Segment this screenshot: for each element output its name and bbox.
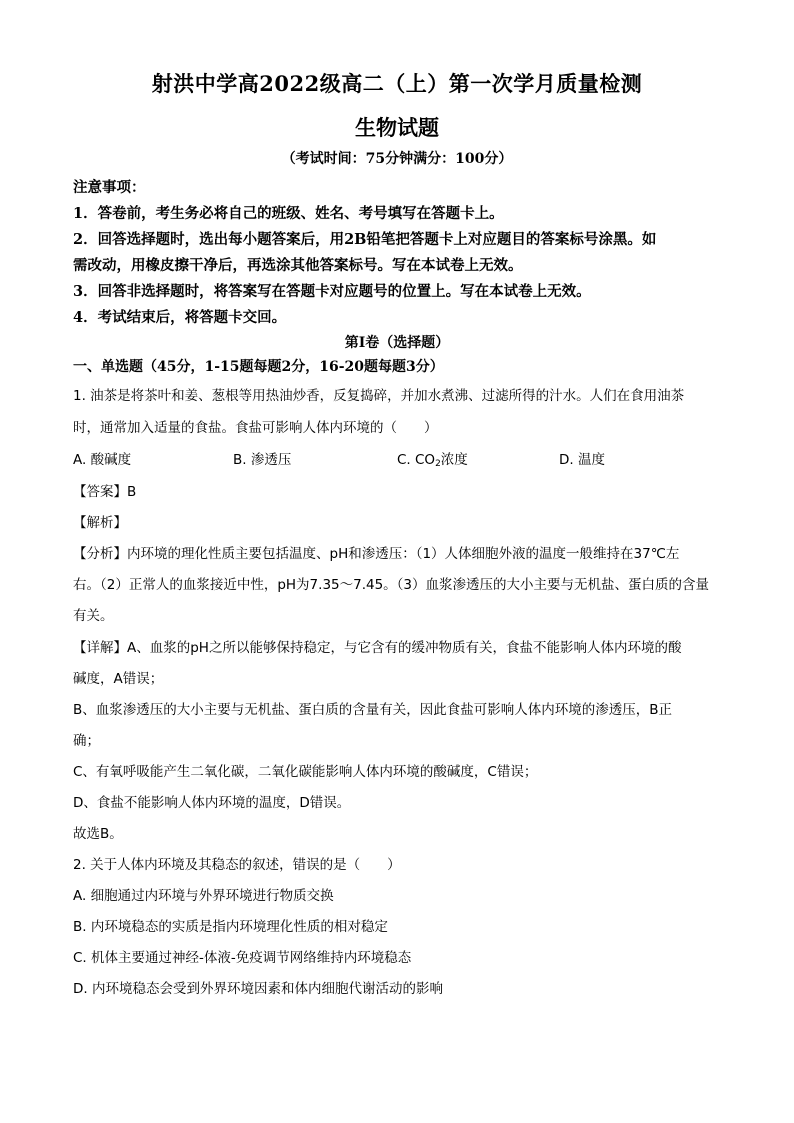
fenxi-text: 内环境的理化性质主要包括温度、pH和渗透压：（1）人体细胞外液的温度一般维持在37℃左 — [127, 546, 680, 562]
section-heading: 一、单选题（45分，1-15题每题2分，16-20题每题3分） — [73, 359, 444, 375]
subject-title: 生物试题 — [355, 115, 439, 140]
q1-option-c — [397, 448, 468, 469]
xiangjie-tag: 【详解】 — [73, 640, 127, 656]
answer-tag: 【答案】 — [73, 484, 127, 500]
notice-item: 3．回答非选择题时，将答案写在答题卡对应题号的位置上。写在本试卷上无效。 — [73, 283, 591, 300]
q1-stem-line: 时，通常加入适量的食盐。食盐可影响人体内环境的（ ） — [73, 420, 438, 436]
q1-stem-line: 1. 油茶是将茶叶和姜、葱根等用热油炒香，反复捣碎，并加水煮沸、过滤所得的汁水。人们在食用油茶 — [73, 388, 685, 404]
q2-option-c: C. 机体主要通过神经-体液-免疫调节网络维持内环境稳态 — [73, 950, 412, 966]
q1-option-a: A. 酸碱度 — [73, 452, 132, 468]
q1-xiangjie-line: 确； — [73, 733, 100, 749]
q1-xiangjie-line — [73, 636, 733, 656]
exam-info: （考试时间：75分钟满分：100分） — [281, 151, 513, 167]
volume-heading: 第I卷（选择题） — [344, 335, 450, 351]
q2-stem: 2. 关于人体内环境及其稳态的叙述，错误的是（ ） — [73, 857, 401, 873]
q1-conclusion: 故选B。 — [73, 826, 123, 842]
exam-title: 射洪中学高2022级高二（上）第一次学月质量检测 — [151, 71, 643, 96]
q1-xiangjie-line: D、食盐不能影响人体内环境的温度，D错误。 — [73, 795, 351, 811]
q1-option-c-text-suffix: 浓度 — [440, 452, 468, 468]
notice-heading: 注意事项： — [73, 179, 146, 196]
xiangjie-text: A、血浆的pH之所以能够保持稳定，与它含有的缓冲物质有关，食盐不能影响人体内环境的酸 — [127, 640, 682, 656]
q1-xiangjie-line: 碱度，A错误； — [73, 671, 164, 687]
q1-xiangjie-line: C、有氧呼吸能产生二氧化碳，二氧化碳能影响人体内环境的酸碱度，C错误； — [73, 764, 538, 780]
q1-analysis-tag: 【解析】 — [73, 515, 127, 531]
q1-option-d: D. 温度 — [559, 452, 605, 468]
answer-value: B — [127, 484, 137, 500]
q1-option-c-text: C. CO — [397, 452, 436, 468]
q1-xiangjie-line: B、血浆渗透压的大小主要与无机盐、蛋白质的含量有关，因此食盐可影响人体内环境的渗透压，B正 — [73, 702, 673, 718]
notice-item: 需改动，用橡皮擦干净后，再选涂其他答案标号。写在本试卷上无效。 — [73, 257, 523, 274]
notice-item: 1．答卷前，考生务必将自己的班级、姓名、考号填写在答题卡上。 — [73, 205, 504, 222]
q1-fenxi-line: 有关。 — [73, 608, 114, 624]
notice-item: 2．回答选择题时，选出每小题答案后，用2B铅笔把答题卡上对应题目的答案标号涂黑。如 — [73, 231, 657, 248]
q2-option-a: A. 细胞通过内环境与外界环境进行物质交换 — [73, 888, 334, 904]
q2-option-d: D. 内环境稳态会受到外界环境因素和体内细胞代谢活动的影响 — [73, 981, 443, 997]
q2-option-b: B. 内环境稳态的实质是指内环境理化性质的相对稳定 — [73, 919, 388, 935]
notice-item: 4．考试结束后，将答题卡交回。 — [73, 309, 287, 326]
q1-option-b: B. 渗透压 — [233, 452, 292, 468]
q1-answer — [73, 480, 733, 500]
q1-fenxi-line — [73, 542, 733, 562]
fenxi-tag: 【分析】 — [73, 546, 127, 562]
q1-option-c-subscript: 2 — [435, 459, 441, 469]
q1-fenxi-line: 右。（2）正常人的血浆接近中性，pH为7.35～7.45。（3）血浆渗透压的大小主要与无机盐、蛋白质的含量 — [73, 577, 710, 593]
